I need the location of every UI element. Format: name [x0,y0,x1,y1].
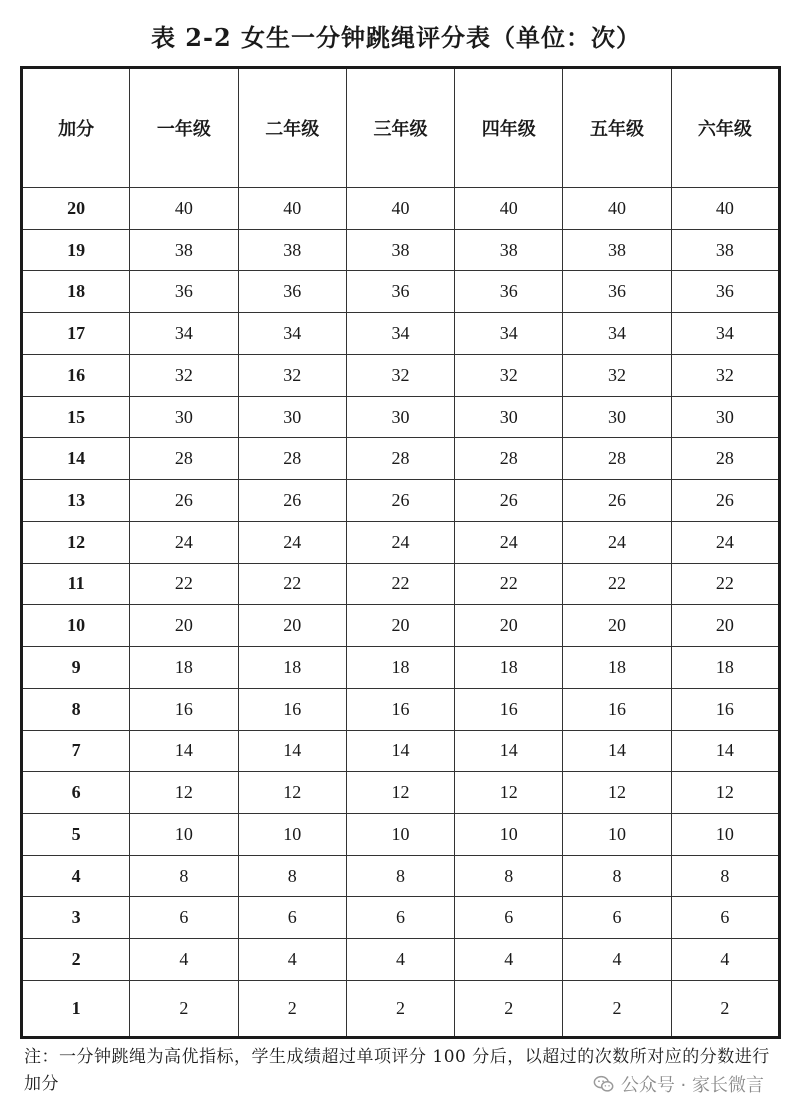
count-cell: 34 [671,313,779,355]
bonus-cell: 1 [22,981,130,1038]
count-cell: 16 [671,688,779,730]
count-cell: 36 [130,271,238,313]
table-title: 表 2-2 女生一分钟跳绳评分表（单位：次） [150,23,642,52]
table-row [22,647,780,689]
count-cell: 6 [671,897,779,939]
table-row [22,563,780,605]
count-cell: 38 [563,229,671,271]
count-cell: 38 [671,229,779,271]
table-row [22,313,780,355]
count-cell: 28 [671,438,779,480]
count-cell: 4 [563,939,671,981]
table-row [22,730,780,772]
count-cell: 38 [238,229,346,271]
count-cell: 20 [130,605,238,647]
count-cell: 40 [130,188,238,230]
count-cell: 14 [130,730,238,772]
table-body [22,188,780,1038]
count-cell: 32 [563,354,671,396]
bonus-cell: 17 [22,313,130,355]
count-cell: 10 [671,814,779,856]
bonus-cell: 5 [22,814,130,856]
bonus-cell: 19 [22,229,130,271]
count-cell: 28 [455,438,563,480]
bonus-cell: 9 [22,647,130,689]
count-cell: 30 [346,396,454,438]
count-cell: 32 [238,354,346,396]
count-cell: 22 [130,563,238,605]
count-cell: 38 [455,229,563,271]
count-cell: 6 [455,897,563,939]
column-header: 加分 [22,68,130,188]
count-cell: 18 [346,647,454,689]
table-row [22,354,780,396]
bonus-cell: 12 [22,521,130,563]
table-row [22,438,780,480]
count-cell: 26 [346,480,454,522]
count-cell: 2 [671,981,779,1038]
count-cell: 22 [671,563,779,605]
count-cell: 4 [671,939,779,981]
count-cell: 20 [238,605,346,647]
count-cell: 2 [346,981,454,1038]
count-cell: 22 [346,563,454,605]
count-cell: 16 [130,688,238,730]
count-cell: 40 [238,188,346,230]
count-cell: 36 [563,271,671,313]
count-cell: 18 [563,647,671,689]
count-cell: 34 [238,313,346,355]
count-cell: 36 [455,271,563,313]
column-header: 六年级 [671,68,779,188]
footnote: 注：一分钟跳绳为高优指标，学生成绩超过单项评分 100 分后，以超过的次数所对应的分数进行加分 [24,1047,770,1094]
count-cell: 6 [238,897,346,939]
count-cell: 26 [238,480,346,522]
count-cell: 30 [130,396,238,438]
count-cell: 26 [563,480,671,522]
count-cell: 16 [346,688,454,730]
count-cell: 12 [238,772,346,814]
bonus-cell: 15 [22,396,130,438]
table-row [22,229,780,271]
count-cell: 2 [238,981,346,1038]
count-cell: 8 [130,855,238,897]
count-cell: 30 [563,396,671,438]
table-row [22,855,780,897]
count-cell: 20 [563,605,671,647]
column-header: 二年级 [238,68,346,188]
count-cell: 26 [130,480,238,522]
count-cell: 38 [130,229,238,271]
column-header: 三年级 [346,68,454,188]
bonus-cell: 6 [22,772,130,814]
count-cell: 8 [671,855,779,897]
count-cell: 18 [671,647,779,689]
count-cell: 40 [455,188,563,230]
count-cell: 8 [238,855,346,897]
count-cell: 34 [130,313,238,355]
count-cell: 18 [455,647,563,689]
bonus-cell: 11 [22,563,130,605]
count-cell: 32 [346,354,454,396]
count-cell: 4 [130,939,238,981]
count-cell: 2 [455,981,563,1038]
count-cell: 40 [671,188,779,230]
count-cell: 14 [346,730,454,772]
count-cell: 14 [455,730,563,772]
count-cell: 24 [671,521,779,563]
table-row [22,480,780,522]
count-cell: 10 [130,814,238,856]
count-cell: 22 [455,563,563,605]
count-cell: 10 [455,814,563,856]
count-cell: 18 [238,647,346,689]
column-header: 一年级 [130,68,238,188]
count-cell: 30 [238,396,346,438]
table-row [22,271,780,313]
bonus-cell: 10 [22,605,130,647]
count-cell: 10 [346,814,454,856]
count-cell: 16 [455,688,563,730]
wechat-icon [593,1073,615,1095]
count-cell: 28 [130,438,238,480]
count-cell: 12 [671,772,779,814]
count-cell: 24 [455,521,563,563]
bonus-cell: 7 [22,730,130,772]
count-cell: 26 [671,480,779,522]
count-cell: 24 [130,521,238,563]
column-header: 五年级 [563,68,671,188]
count-cell: 40 [563,188,671,230]
count-cell: 40 [346,188,454,230]
count-cell: 24 [346,521,454,563]
count-cell: 20 [671,605,779,647]
count-cell: 10 [238,814,346,856]
table-row [22,939,780,981]
count-cell: 24 [238,521,346,563]
count-cell: 10 [563,814,671,856]
count-cell: 12 [130,772,238,814]
table-row [22,188,780,230]
bonus-cell: 4 [22,855,130,897]
table-row [22,605,780,647]
count-cell: 28 [346,438,454,480]
count-cell: 14 [563,730,671,772]
bonus-cell: 3 [22,897,130,939]
count-cell: 34 [346,313,454,355]
count-cell: 12 [563,772,671,814]
count-cell: 12 [346,772,454,814]
count-cell: 8 [563,855,671,897]
table-row [22,688,780,730]
bonus-cell: 18 [22,271,130,313]
count-cell: 6 [130,897,238,939]
table-row [22,521,780,563]
watermark [593,1071,764,1097]
table-row [22,981,780,1038]
count-cell: 36 [238,271,346,313]
count-cell: 30 [455,396,563,438]
count-cell: 22 [563,563,671,605]
table-header [22,68,780,188]
count-cell: 28 [238,438,346,480]
count-cell: 34 [455,313,563,355]
bonus-cell: 14 [22,438,130,480]
score-table [20,66,781,1039]
count-cell: 36 [671,271,779,313]
table-row [22,897,780,939]
count-cell: 36 [346,271,454,313]
count-cell: 18 [130,647,238,689]
count-cell: 2 [130,981,238,1038]
count-cell: 22 [238,563,346,605]
count-cell: 4 [238,939,346,981]
count-cell: 14 [671,730,779,772]
count-cell: 20 [346,605,454,647]
count-cell: 30 [671,396,779,438]
bonus-cell: 20 [22,188,130,230]
count-cell: 6 [563,897,671,939]
count-cell: 4 [455,939,563,981]
table-row [22,772,780,814]
count-cell: 4 [346,939,454,981]
count-cell: 26 [455,480,563,522]
count-cell: 28 [563,438,671,480]
count-cell: 16 [238,688,346,730]
count-cell: 20 [455,605,563,647]
count-cell: 6 [346,897,454,939]
bonus-cell: 13 [22,480,130,522]
header-row [22,68,780,188]
count-cell: 8 [455,855,563,897]
count-cell: 8 [346,855,454,897]
bonus-cell: 2 [22,939,130,981]
count-cell: 2 [563,981,671,1038]
count-cell: 32 [130,354,238,396]
table-row [22,814,780,856]
count-cell: 32 [671,354,779,396]
bonus-cell: 8 [22,688,130,730]
column-header: 四年级 [455,68,563,188]
table-row [22,396,780,438]
count-cell: 38 [346,229,454,271]
count-cell: 12 [455,772,563,814]
count-cell: 24 [563,521,671,563]
count-cell: 16 [563,688,671,730]
count-cell: 32 [455,354,563,396]
count-cell: 34 [563,313,671,355]
watermark-text: 公众号 · 家长微言 [620,1075,764,1096]
count-cell: 14 [238,730,346,772]
bonus-cell: 16 [22,354,130,396]
